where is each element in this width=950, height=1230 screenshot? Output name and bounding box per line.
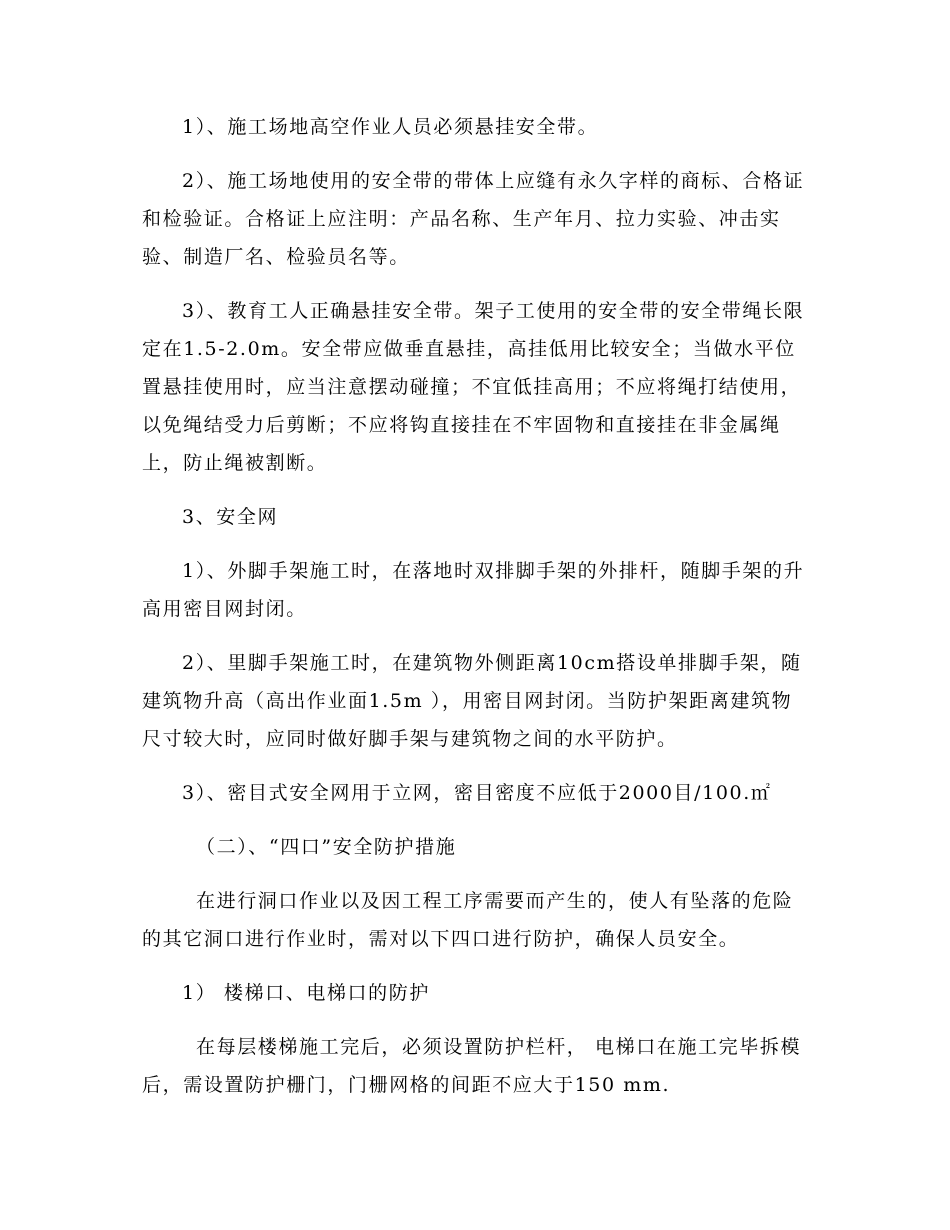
paragraph-safety-belt-2: 2）、施工场地使用的安全带的带体上应缝有永久字样的商标、合格证和检验证。合格证上应注明：产品名称、生产年月、拉力实验、冲击实验、制造厂名、检验员名等。 (142, 170, 805, 268)
paragraph-safety-belt-1: 1）、施工场地高空作业人员必须悬挂安全带。 (182, 116, 599, 138)
paragraph-four-openings-intro: 在进行洞口作业以及因工程工序需要而产生的，使人有坠落的危险的其它洞口进行作业时，需对以下四口进行防护，确保人员安全。 (142, 890, 794, 950)
paragraph-stair-elevator-protection: 在每层楼梯施工完后，必须设置防护栏杆， 电梯口在施工完毕拆模后，需设置防护栅门，门栅网格的间距不应大于150 mm. (142, 1036, 802, 1096)
paragraph-safety-belt-3: 3）、教育工人正确悬挂安全带。架子工使用的安全带的安全带绳长限定在1.5-2.0m。安全带应做垂直悬挂，高挂低用比较安全；当做水平位置悬挂使用时，应当注意摆动碰撞；不宜低挂高用；不应将绳打结使用，以免绳结受力后剪断；不应将钩直接挂在不牢固物和直接挂在非金属绳上，防止绳被割断。 (142, 300, 805, 474)
paragraph-safety-net-2: 2）、里脚手架施工时，在建筑物外侧距离10cm搭设单排脚手架，随建筑物升高（高出作业面1.5m ），用密目网封闭。当防护架距离建筑物尺寸较大时，应同时做好脚手架与建筑物之间的水平防护。 (142, 652, 802, 750)
section-heading-safety-net: 3、安全网 (182, 506, 279, 528)
subheading-stair-elevator-openings: 1） 楼梯口、电梯口的防护 (182, 982, 430, 1004)
paragraph-safety-net-3: 3）、密目式安全网用于立网，密目密度不应低于2000目/100.㎡ (182, 782, 772, 804)
document-body (142, 108, 810, 1120)
section-heading-four-openings: （二）、“四口”安全防护措施 (196, 836, 457, 858)
paragraph-safety-net-1: 1）、外脚手架施工时，在落地时双排脚手架的外排杆，随脚手架的升高用密目网封闭。 (142, 560, 805, 620)
